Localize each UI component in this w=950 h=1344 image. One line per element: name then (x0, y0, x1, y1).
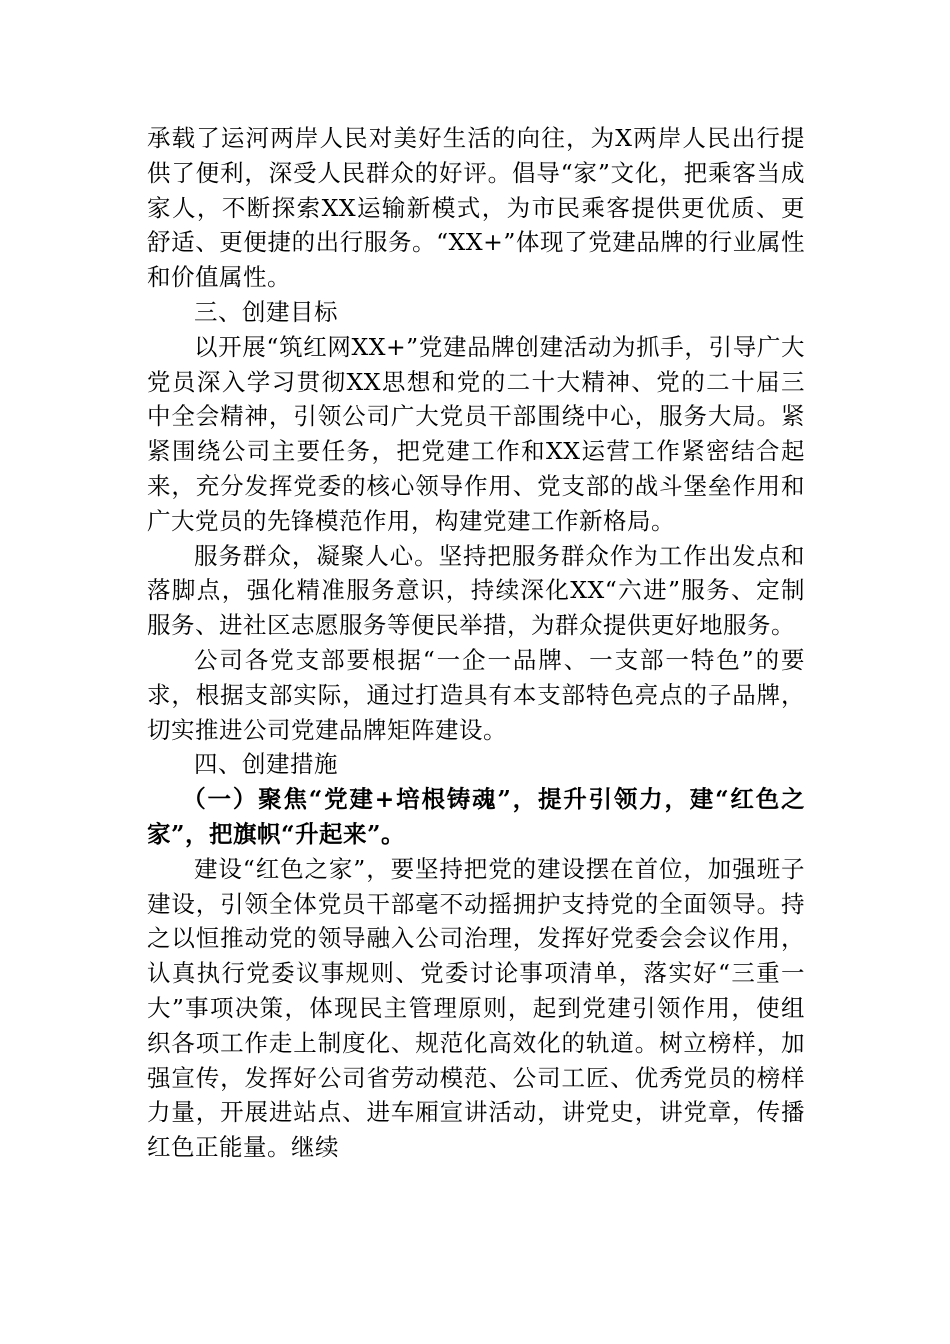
section-heading-goals: 三、创建目标 (194, 297, 338, 326)
paragraph-continuation: 承载了运河两岸人民对美好生活的向往，为X两岸人民出行提供了便利，深受人民群众的好评。倡导“家”文化，把乘客当成家人，不断探索XX运输新模式，为市民乘客提供更优质、更舒适、更便捷的出行服务。“XX+”体现了党建品牌的行业属性和价值属性。 (147, 124, 805, 292)
section-heading-measures: 四、创建措施 (194, 750, 338, 779)
paragraph-red-home: 建设“红色之家”，要坚持把党的建设摆在首位，加强班子建设，引领全体党员干部毫不动摇拥护支持党的全面领导。持之以恒推动党的领导融入公司治理，发挥好党委会会议作用，认真执行党委议事规则、党委讨论事项清单，落实好“三重一大”事项决策，体现民主管理原则，起到党建引领作用，使组织各项工作走上制度化、规范化高效化的轨道。树立榜样，加强宣传，发挥好公司省劳动模范、公司工匠、优秀党员的榜样力量，开展进站点、进车厢宣讲活动，讲党史，讲党章，传播红色正能量。继续 (147, 854, 805, 1162)
subsection-heading-1: （一）聚焦“党建+培根铸魂”，提升引领力，建“红色之家”，把旗帜“升起来”。 (147, 785, 805, 848)
document-page (147, 121, 805, 1165)
paragraph-branch-brands: 公司各党支部要根据“一企一品牌、一支部一特色”的要求，根据支部实际，通过打造具有本支部特色亮点的子品牌，切实推进公司党建品牌矩阵建设。 (147, 645, 805, 744)
paragraph-serve-masses: 服务群众，凝聚人心。坚持把服务群众作为工作出发点和落脚点，强化精准服务意识，持续深化XX“六进”服务、定制服务、进社区志愿服务等便民举措，为群众提供更好地服务。 (147, 541, 805, 640)
paragraph-goals-intro: 以开展“筑红网XX+”党建品牌创建活动为抓手，引导广大党员深入学习贯彻XX思想和党的二十大精神、党的二十届三中全会精神，引领公司广大党员干部围绕中心，服务大局。紧紧围绕公司主要任务，把党建工作和XX运营工作紧密结合起来，充分发挥党委的核心领导作用、党支部的战斗堡垒作用和广大党员的先锋模范作用，构建党建工作新格局。 (147, 332, 805, 535)
